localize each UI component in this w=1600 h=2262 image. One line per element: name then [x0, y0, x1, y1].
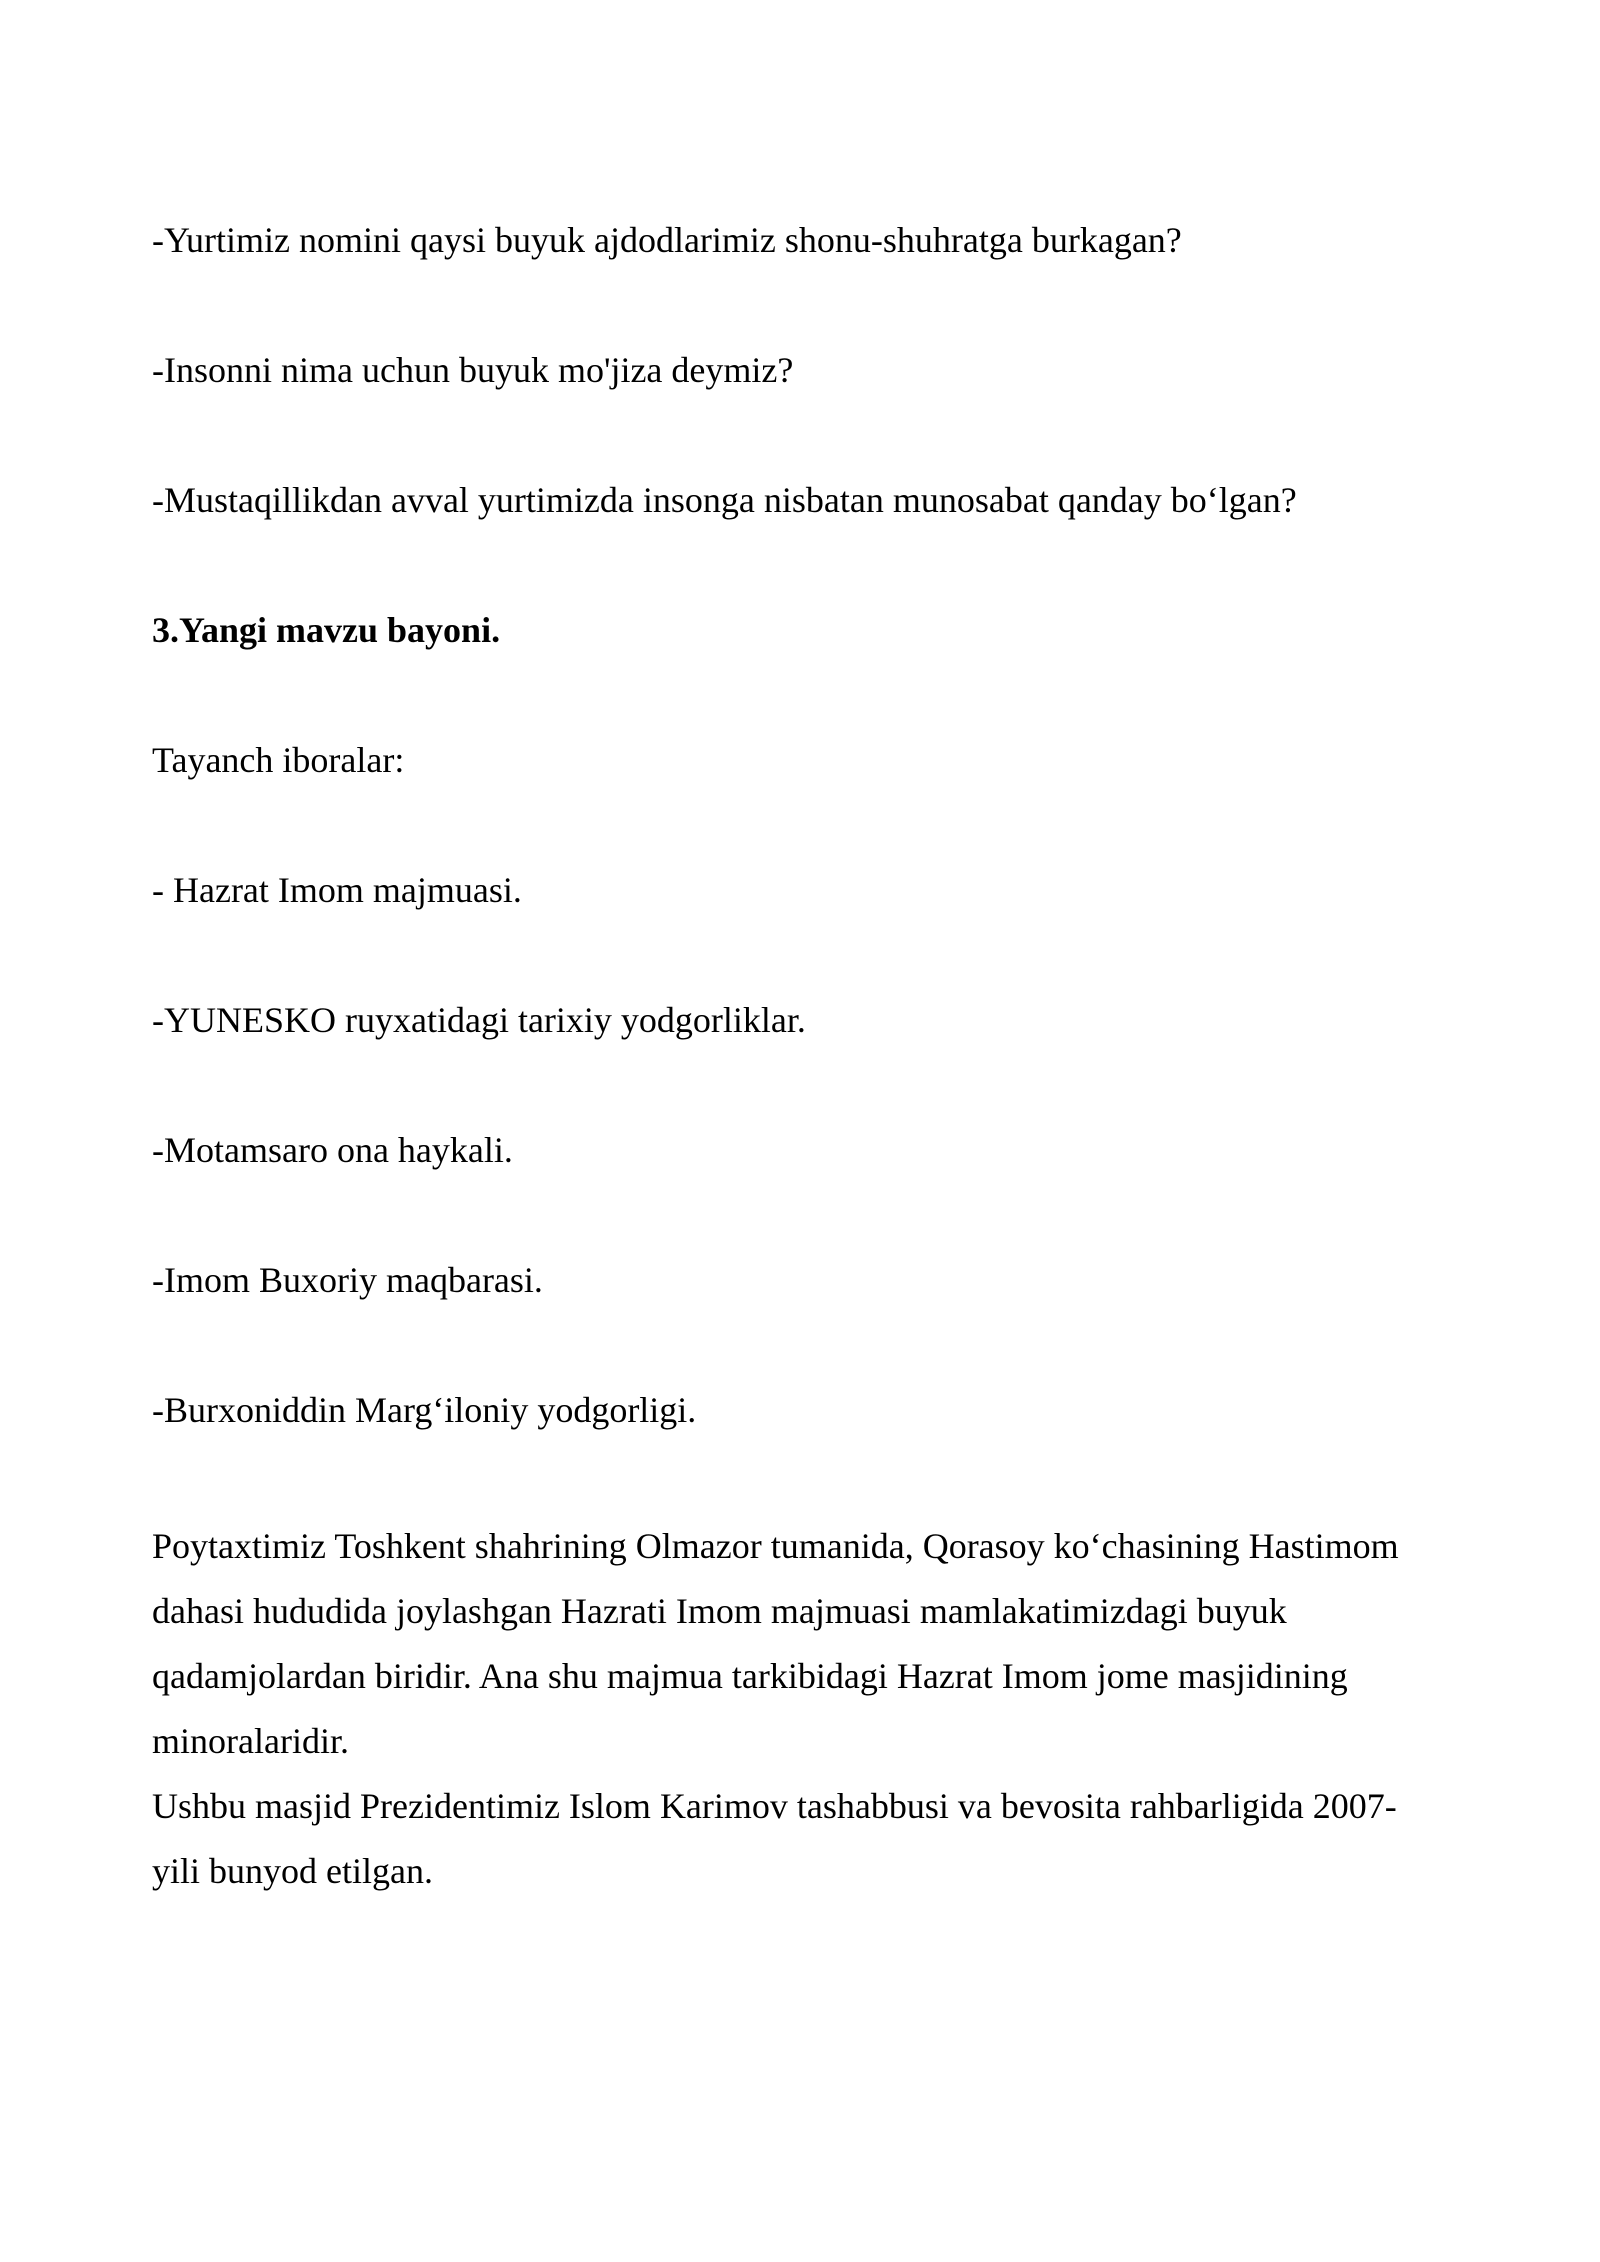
key-phrase-4: -Imom Buxoriy maqbarasi. — [152, 1260, 543, 1300]
paragraph-line: dahasi hududida joylashgan Hazrati Imom majmuasi mamlakatimizdagi buyuk — [152, 1591, 1287, 1631]
key-phrases-label: Tayanch iboralar: — [152, 740, 405, 780]
paragraph-line: minoralaridir. — [152, 1721, 349, 1761]
paragraph-line: Ushbu masjid Prezidentimiz Islom Karimov tashabbusi va bevosita rahbarligida 2007- — [152, 1786, 1397, 1826]
paragraph-line: qadamjolardan biridir. Ana shu majmua tarkibidagi Hazrat Imom jome masjidining — [152, 1656, 1348, 1696]
question-3: -Mustaqillikdan avval yurtimizda insonga nisbatan munosabat qanday bo‘lgan? — [152, 480, 1297, 520]
key-phrase-3: -Motamsaro ona haykali. — [152, 1130, 513, 1170]
body-paragraph — [152, 1514, 1472, 1904]
section-heading: 3.Yangi mavzu bayoni. — [152, 610, 501, 650]
key-phrase-1: - Hazrat Imom majmuasi. — [152, 870, 522, 910]
paragraph-line: Poytaxtimiz Toshkent shahrining Olmazor tumanida, Qorasoy ko‘chasining Hastimom — [152, 1526, 1399, 1566]
key-phrase-5: -Burxoniddin Marg‘iloniy yodgorligi. — [152, 1390, 697, 1430]
question-2: -Insonni nima uchun buyuk mo'jiza deymiz? — [152, 350, 794, 390]
question-1: -Yurtimiz nomini qaysi buyuk ajdodlarimiz shonu-shuhratga burkagan? — [152, 220, 1182, 260]
paragraph-line: yili bunyod etilgan. — [152, 1851, 433, 1891]
key-phrase-2: -YUNESKO ruyxatidagi tarixiy yodgorliklar. — [152, 1000, 806, 1040]
